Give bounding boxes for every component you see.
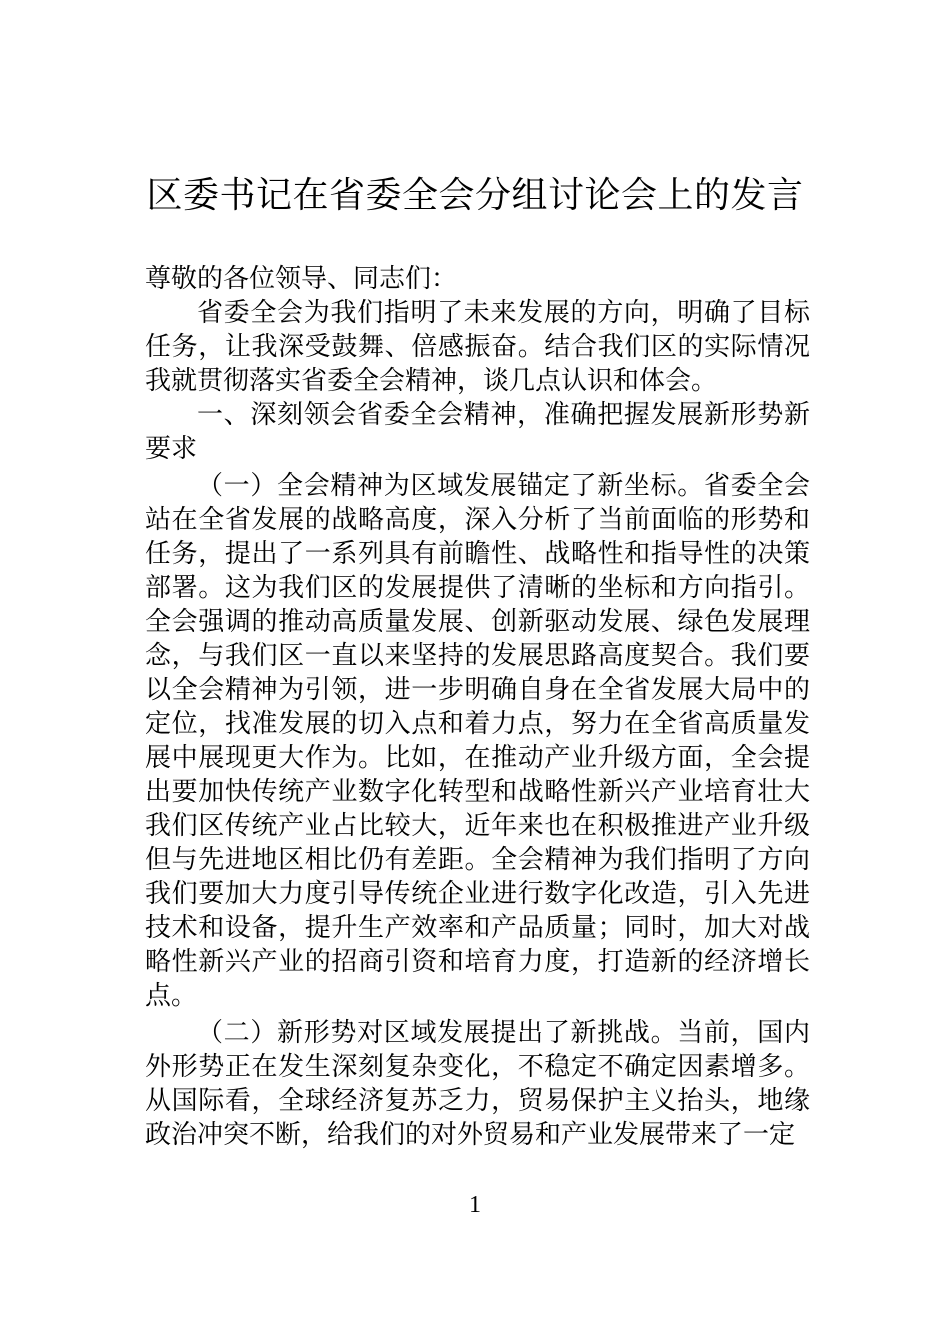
section-heading: 一、深刻领会省委全会精神，准确把握发展新形势新要求: [145, 400, 810, 464]
subsection-paragraph-1: （一）全会精神为区域发展锚定了新坐标。省委全会站在全省发展的战略高度，深入分析了当前面临的形势和任务，提出了一系列具有前瞻性、战略性和指导性的决策部署。这为我们区的发展提供了清晰的坐标和方向指引。全会强调的推动高质量发展、创新驱动发展、绿色发展理念，与我们区一直以来坚持的发展思路高度契合。我们要以全会精神为引领，进一步明确自身在全省发展大局中的定位，找准发展的切入点和着力点，努力在全省高质量发展中展现更大作为。比如，在推动产业升级方面，全会提出要加快传统产业数字化转型和战略性新兴产业培育壮大我们区传统产业占比较大，近年来也在积极推进产业升级但与先进地区相比仍有差距。全会精神为我们指明了方向我们要加大力度引导传统企业进行数字化改造，引入先进技术和设备，提升生产效率和产品质量；同时，加大对战略性新兴产业的招商引资和培育力度，打造新的经济增长点。: [145, 471, 810, 1011]
salutation: 尊敬的各位领导、同志们：: [145, 264, 458, 294]
document-title: 区委书记在省委全会分组讨论会上的发言: [146, 175, 804, 216]
page-number: 1: [469, 1192, 481, 1218]
intro-paragraph: 省委全会为我们指明了未来发展的方向，明确了目标任务，让我深受鼓舞、倍感振奋。结合我们区的实际情况我就贯彻落实省委全会精神，谈几点认识和体会。: [145, 298, 810, 396]
document-body: [145, 262, 810, 1152]
subsection-paragraph-2: （二）新形势对区域发展提出了新挑战。当前，国内外形势正在发生深刻复杂变化，不稳定不确定因素增多。从国际看，全球经济复苏乏力，贸易保护主义抬头，地缘政治冲突不断，给我们的对外贸易和产业发展带来了一定: [145, 1018, 810, 1150]
